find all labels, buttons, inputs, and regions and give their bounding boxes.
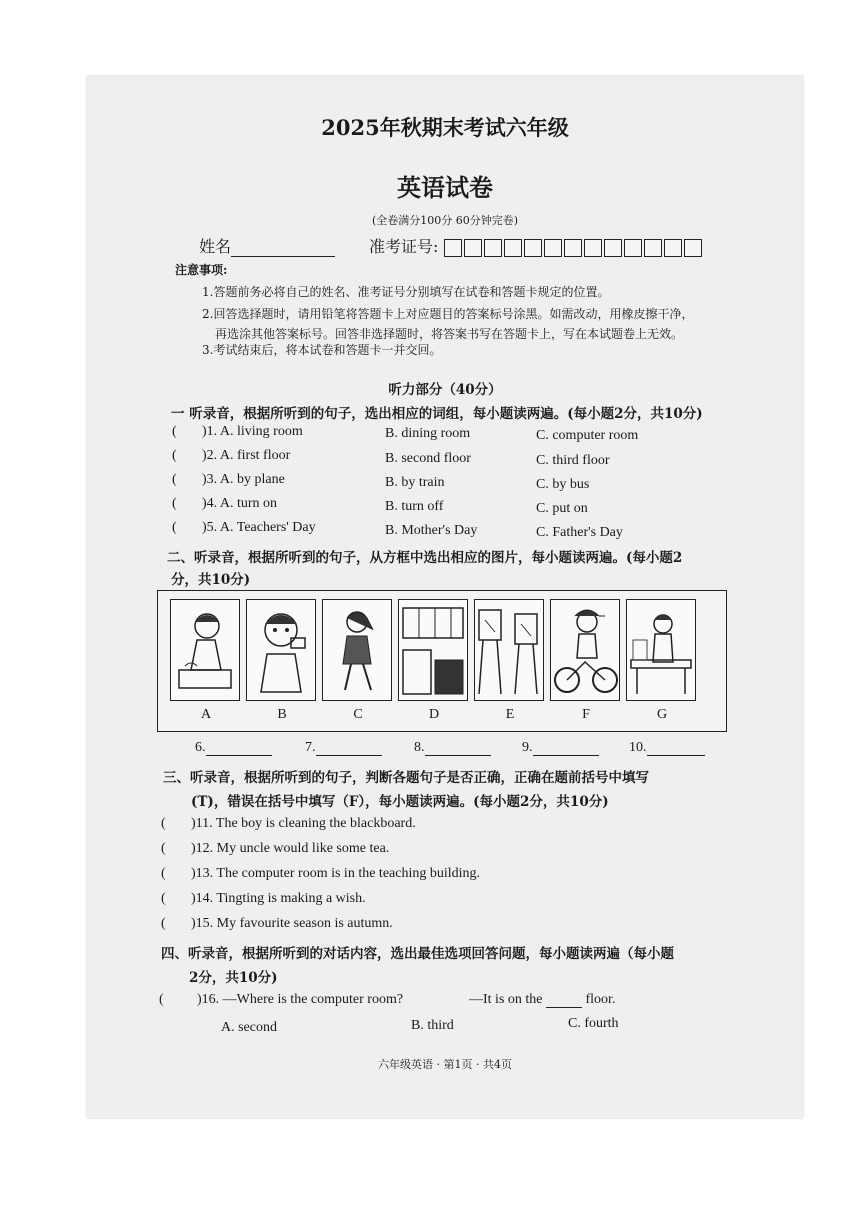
name-label: 姓名 bbox=[199, 237, 232, 256]
exam-id-box bbox=[444, 239, 462, 257]
option-c: C. third floor bbox=[536, 453, 610, 468]
tf-question-11: ( )11. The boy is cleaning the blackboard. bbox=[161, 816, 416, 831]
exam-id-label: 准考证号: bbox=[369, 237, 439, 256]
question-row-4: ( )4. A. turn on bbox=[172, 496, 278, 511]
page-footer: 六年级英语 · 第1页 · 共4页 bbox=[378, 1058, 512, 1071]
tf-question-15: ( )15. My favourite season is autumn. bbox=[161, 916, 393, 931]
picture-label: C bbox=[353, 707, 363, 722]
question-row-1: ( )1. A. living room bbox=[172, 424, 303, 439]
option-c: C. put on bbox=[536, 501, 588, 516]
section-3-heading-cont: (T)，错误在括号中填写（F），每小题读两遍。(每小题2分，共10分) bbox=[191, 794, 609, 810]
notice-item: 再选涂其他答案标号。回答非选择题时，将答案书写在答题卡上，写在本试题卷上无效。 bbox=[215, 327, 684, 341]
tf-question-13: ( )13. The computer room is in the teaching building. bbox=[161, 866, 481, 881]
exam-id-box bbox=[664, 239, 682, 257]
picture-c bbox=[322, 599, 392, 701]
section-4-heading: 四、听录音，根据所听到的对话内容，选出最佳选项回答问题，每小题读两遍（每小题 bbox=[161, 946, 674, 962]
question-row-5: ( )5. A. Teachers' Day bbox=[172, 520, 316, 535]
picture-label: D bbox=[428, 707, 440, 722]
boy-washing-clothes-icon bbox=[171, 600, 239, 700]
answer-slot-9: 9. bbox=[522, 740, 599, 756]
art-room-easels-icon bbox=[475, 600, 543, 700]
option-c: C. by bus bbox=[536, 477, 590, 492]
exam-id-box bbox=[604, 239, 622, 257]
section-1-heading: 一 听录音，根据所听到的句子，选出相应的词组，每小题读两遍。(每小题2分，共10分) bbox=[171, 406, 703, 422]
exam-id-box bbox=[644, 239, 662, 257]
answer-slot-6: 6. bbox=[195, 740, 272, 756]
exam-score-note: (全卷满分100分 60分钟完卷) bbox=[371, 214, 519, 227]
exam-sheet bbox=[87, 76, 803, 1118]
exam-id-boxes bbox=[444, 239, 702, 257]
listening-heading: 听力部分（40分） bbox=[388, 382, 502, 398]
name-blank bbox=[231, 240, 335, 257]
exam-id-field bbox=[369, 234, 702, 257]
question-row-2: ( )2. A. first floor bbox=[172, 448, 291, 463]
exam-id-box bbox=[524, 239, 542, 257]
tf-question-12: ( )12. My uncle would like some tea. bbox=[161, 841, 390, 856]
picture-g bbox=[626, 599, 696, 701]
option-c: C. computer room bbox=[536, 428, 639, 443]
question-row-3: ( )3. A. by plane bbox=[172, 472, 285, 487]
option-b: B. third bbox=[411, 1018, 454, 1033]
kitchen-room-icon bbox=[399, 600, 467, 700]
notice-item: 2.回答选择题时，请用铅笔将答题卡上对应题目的答案标号涂黑。如需改动，用橡皮擦干净， bbox=[202, 307, 694, 321]
exam-title: 2025年秋期末考试六年级 bbox=[321, 115, 569, 140]
name-field bbox=[199, 234, 335, 257]
exam-id-box bbox=[464, 239, 482, 257]
boy-riding-bike-icon bbox=[551, 600, 619, 700]
picture-label: F bbox=[582, 707, 590, 722]
exam-id-box bbox=[624, 239, 642, 257]
picture-label: E bbox=[505, 707, 515, 722]
section-4-heading-cont: 2分，共10分) bbox=[189, 970, 278, 986]
option-b: B. by train bbox=[385, 475, 445, 490]
girl-walking-icon bbox=[323, 600, 391, 700]
option-c: C. fourth bbox=[568, 1016, 619, 1031]
question-16: ( )16. —Where is the computer room? bbox=[159, 992, 404, 1007]
picture-f bbox=[550, 599, 620, 701]
exam-id-box bbox=[564, 239, 582, 257]
option-c: C. Father's Day bbox=[536, 525, 623, 540]
picture-a bbox=[170, 599, 240, 701]
exam-subject-title: 英语试卷 bbox=[397, 173, 493, 202]
option-b: B. second floor bbox=[385, 451, 471, 466]
boy-at-desk-icon bbox=[627, 600, 695, 700]
notice-item: 1.答题前务必将自己的姓名、准考证号分别填写在试卷和答题卡规定的位置。 bbox=[202, 285, 610, 299]
section-2-heading: 二、听录音，根据所听到的句子，从方框中选出相应的图片，每小题读两遍。(每小题2 bbox=[167, 550, 683, 566]
picture-b bbox=[246, 599, 316, 701]
boy-eating-icon bbox=[247, 600, 315, 700]
option-b: B. turn off bbox=[385, 499, 444, 514]
exam-id-box bbox=[584, 239, 602, 257]
exam-id-box bbox=[484, 239, 502, 257]
answer-slot-10: 10. bbox=[629, 740, 705, 756]
answer-slot-8: 8. bbox=[414, 740, 491, 756]
picture-label: G bbox=[656, 707, 668, 722]
question-16-answer: —It is on the floor. bbox=[469, 992, 616, 1007]
option-a: A. second bbox=[221, 1020, 277, 1035]
section-2-heading-cont: 分，共10分) bbox=[171, 572, 251, 588]
picture-e bbox=[474, 599, 544, 701]
section-3-heading: 三、听录音，根据所听到的句子，判断各题句子是否正确，正确在题前括号中填写 bbox=[163, 770, 649, 786]
tf-question-14: ( )14. Tingting is making a wish. bbox=[161, 891, 366, 906]
exam-id-box bbox=[504, 239, 522, 257]
picture-d bbox=[398, 599, 468, 701]
picture-box bbox=[157, 590, 727, 732]
exam-id-box bbox=[544, 239, 562, 257]
exam-id-box bbox=[684, 239, 702, 257]
picture-label: A bbox=[200, 707, 212, 722]
notice-heading: 注意事项: bbox=[175, 263, 228, 277]
answer-slot-7: 7. bbox=[305, 740, 382, 756]
notice-item: 3.考试结束后，将本试卷和答题卡一并交回。 bbox=[202, 343, 442, 357]
option-b: B. Mother's Day bbox=[385, 523, 478, 538]
picture-label: B bbox=[277, 707, 287, 722]
option-b: B. dining room bbox=[385, 426, 471, 441]
